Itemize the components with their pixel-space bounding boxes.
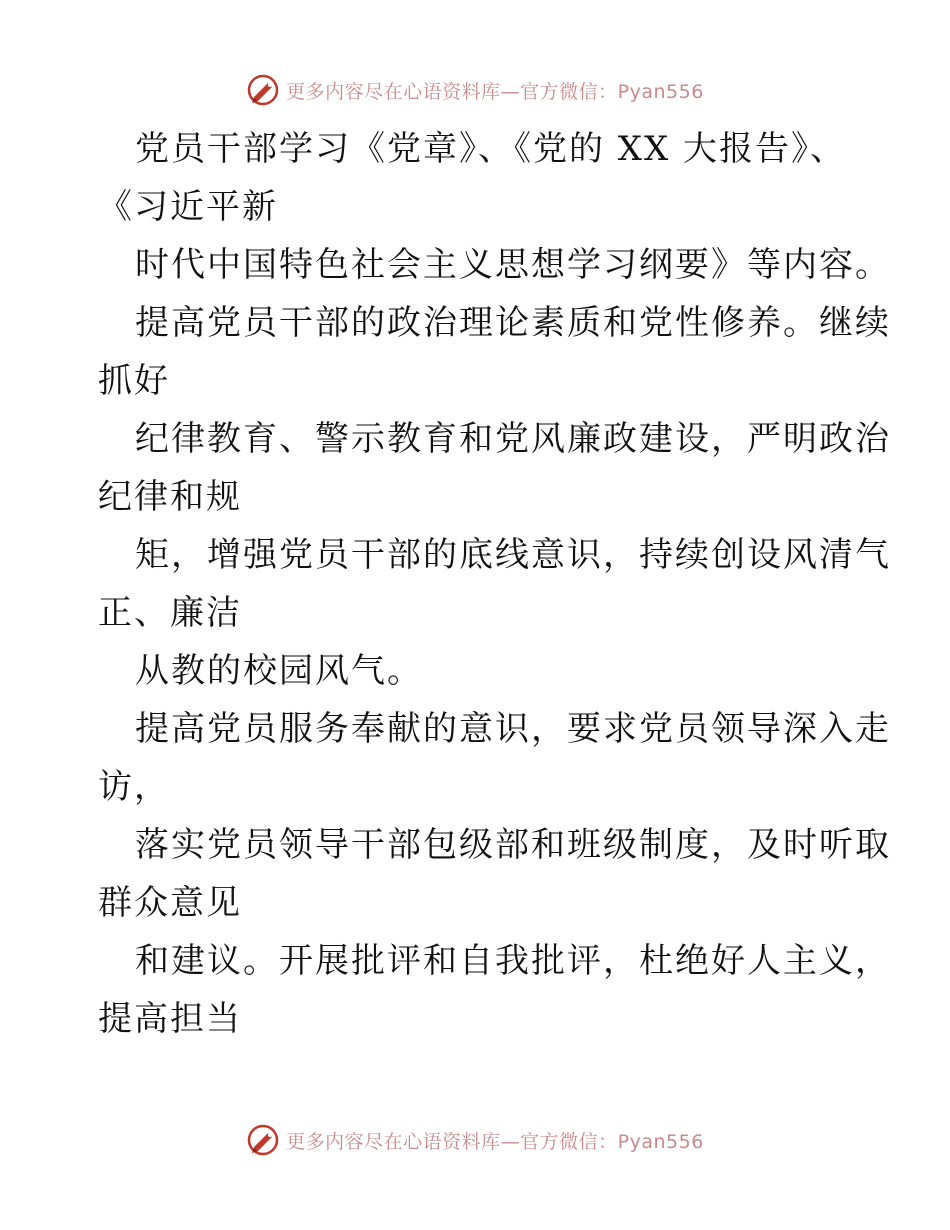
body-line: 提高党员干部的政治理论素质和党性修养。继续 <box>135 303 891 343</box>
body-line: 矩，增强党员干部的底线意识，持续创设风清气 <box>135 535 891 575</box>
body-line: 抓好 <box>98 361 170 401</box>
body-line: 纪律教育、警示教育和党风廉政建设，严明政治 <box>135 419 891 459</box>
body-line: 党员干部学习《党章》、《党的 XX 大报告》、 <box>135 129 847 169</box>
body-line: 和建议。开展批评和自我批评，杜绝好人主义， <box>135 941 891 981</box>
footer-banner-inner <box>246 1123 704 1157</box>
header-banner-inner <box>246 73 704 107</box>
header-banner <box>0 70 950 110</box>
body-line: 落实党员领导干部包级部和班级制度，及时听取 <box>135 825 891 865</box>
pen-logo-icon <box>246 73 280 107</box>
body-line: 正、廉洁 <box>98 593 242 633</box>
body-line: 《习近平新 <box>98 187 278 227</box>
header-banner-text: 更多内容尽在心语资料库—官方微信：Pyan556 <box>286 80 704 103</box>
body-line: 提高担当 <box>98 999 242 1039</box>
footer-banner-text: 更多内容尽在心语资料库—官方微信：Pyan556 <box>286 1130 704 1153</box>
body-line: 群众意见 <box>98 883 242 923</box>
body-line: 时代中国特色社会主义思想学习纲要》等内容。 <box>135 245 891 285</box>
footer-banner <box>0 1120 950 1160</box>
body-line: 纪律和规 <box>98 477 242 517</box>
body-line: 访， <box>98 767 170 807</box>
pen-logo-icon <box>246 1123 280 1157</box>
body-line: 从教的校园风气。 <box>135 651 423 691</box>
body-line: 提高党员服务奉献的意识，要求党员领导深入走 <box>135 709 891 749</box>
